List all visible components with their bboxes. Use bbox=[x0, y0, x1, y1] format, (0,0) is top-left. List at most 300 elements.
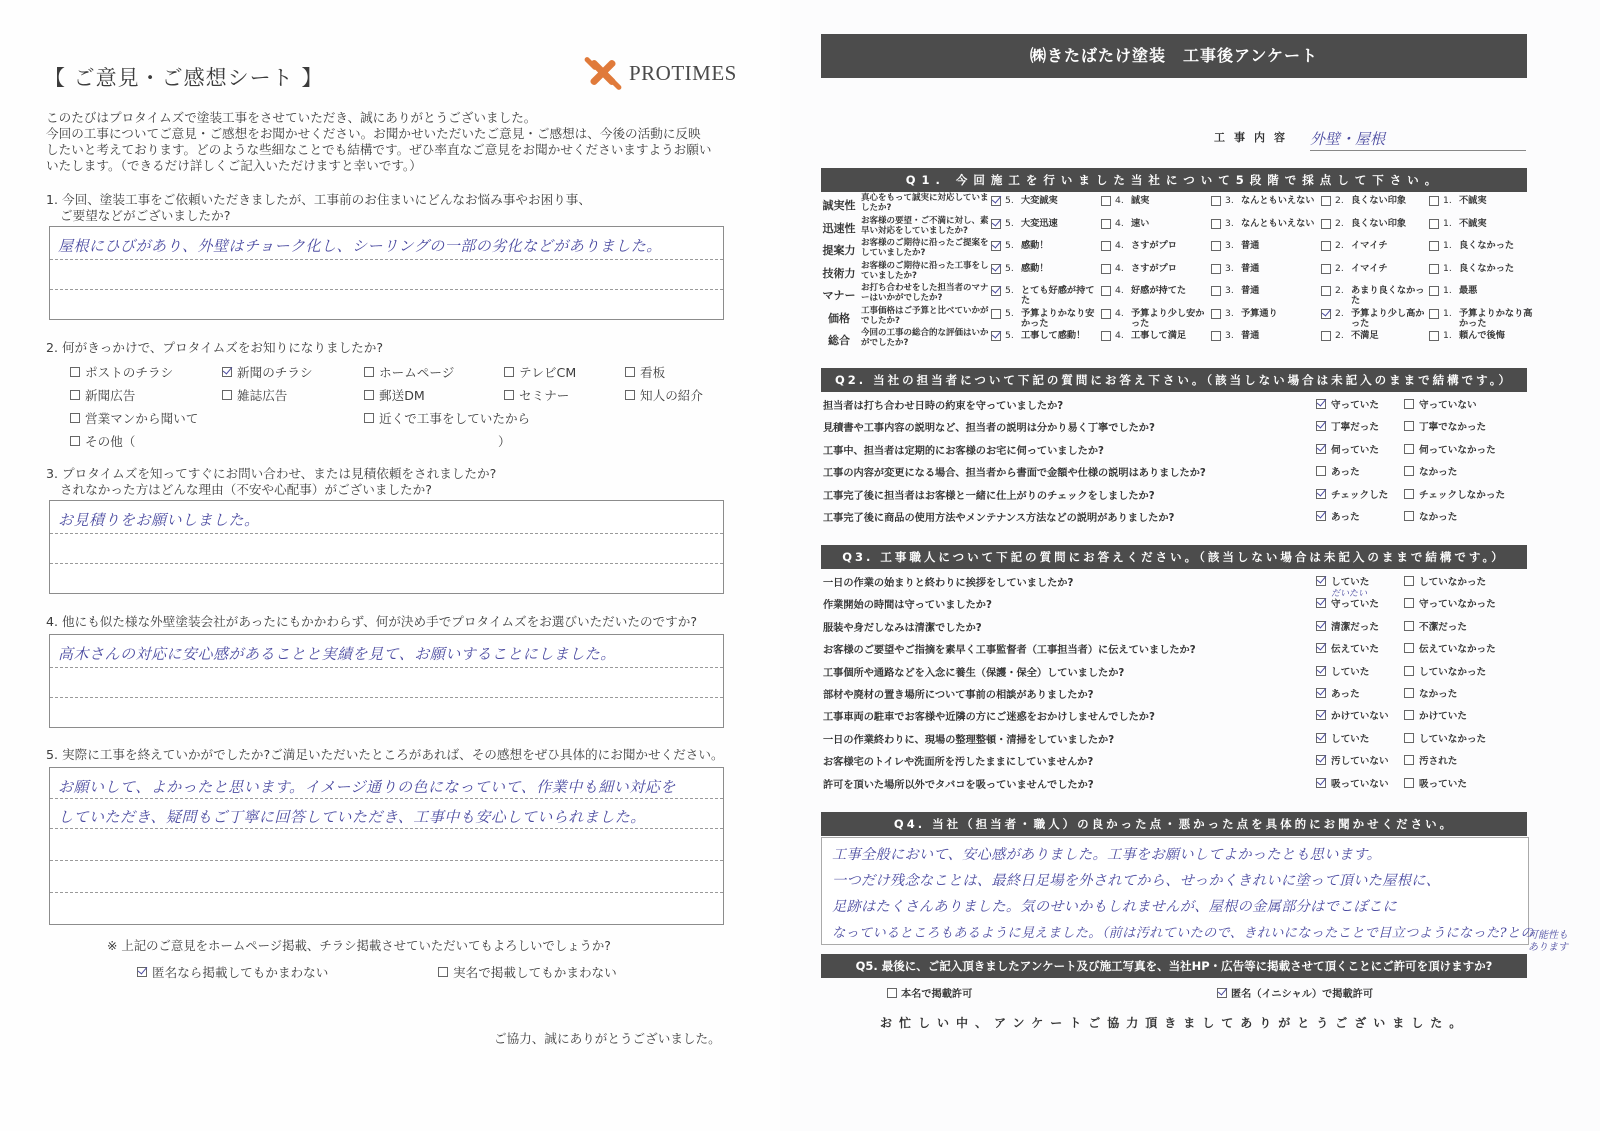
answer-label: 丁寧でなかった bbox=[1419, 422, 1487, 434]
option-number: 5. bbox=[1005, 307, 1014, 319]
checkbox[interactable] bbox=[1211, 219, 1221, 229]
checkbox[interactable] bbox=[364, 390, 374, 400]
option-label: 頼んで後悔 bbox=[1459, 330, 1505, 341]
q1-option-1[interactable] bbox=[1429, 196, 1535, 206]
checkbox[interactable] bbox=[504, 390, 514, 400]
checkbox-checked[interactable] bbox=[1217, 988, 1227, 998]
publish-permission-question: ※ 上記のご意見をホームページ掲載、チラシ掲載させていただいてもよろしいでしょうか? bbox=[107, 938, 611, 953]
q1-option-2[interactable] bbox=[1321, 219, 1427, 229]
answer-label: かけていた bbox=[1419, 711, 1467, 723]
checkbox-checked[interactable] bbox=[991, 331, 1001, 341]
q1-option-2[interactable] bbox=[1321, 286, 1427, 306]
checkbox[interactable] bbox=[1321, 331, 1331, 341]
question-5-answer-line-2: していただき、疑問もご丁寧に回答していただき、工事中も安心していられました。 bbox=[58, 808, 646, 826]
checkbox-checked[interactable] bbox=[137, 967, 147, 977]
survey-thank-you: お忙しい中、アンケートご協力頂きましてありがとうございました。 bbox=[880, 1016, 1469, 1030]
checkbox[interactable] bbox=[1321, 196, 1331, 206]
checkbox[interactable] bbox=[625, 390, 635, 400]
question-text: 部材や廃材の置き場所について事前の相談がありましたか? bbox=[823, 689, 1094, 701]
q1-option-4[interactable] bbox=[1101, 264, 1207, 274]
answer-label: 守っていた bbox=[1331, 400, 1379, 411]
checkbox-checked[interactable] bbox=[1316, 710, 1326, 720]
option-number: 2. bbox=[1335, 217, 1344, 229]
checkbox[interactable] bbox=[1404, 466, 1414, 476]
checkbox-checked[interactable] bbox=[1321, 309, 1331, 319]
q1-rating-table bbox=[821, 193, 1531, 351]
answer-label: していた bbox=[1331, 666, 1370, 678]
q1-option-3[interactable] bbox=[1211, 331, 1317, 341]
option-newspaper-flyer[interactable] bbox=[222, 362, 313, 381]
checkbox-checked[interactable] bbox=[1316, 666, 1326, 676]
q3-row bbox=[821, 749, 1541, 771]
q1-option-3[interactable] bbox=[1211, 309, 1317, 319]
q2-row bbox=[821, 505, 1541, 527]
q2-row bbox=[821, 438, 1541, 460]
option-label: 工事して満足 bbox=[1131, 330, 1187, 341]
option-label: 誠実 bbox=[1131, 195, 1150, 206]
q1-category: 総合 bbox=[828, 334, 850, 347]
q4-answer-line: 一つだけ残念なことは、最終日足場を外されてから、せっかくきれいに塗って頂いた屋根に、 bbox=[832, 873, 1441, 889]
answer-no[interactable] bbox=[1404, 509, 1457, 523]
option-label: 感動！ bbox=[1021, 262, 1049, 274]
ruled-line bbox=[50, 563, 723, 564]
checkbox[interactable] bbox=[1404, 399, 1414, 409]
checkbox[interactable] bbox=[1211, 196, 1221, 206]
option-tv-cm[interactable] bbox=[504, 362, 576, 381]
option-number: 1. bbox=[1443, 217, 1452, 229]
q1-option-2[interactable] bbox=[1321, 309, 1427, 329]
q1-option-5[interactable] bbox=[991, 286, 1097, 306]
option-magazine-ad[interactable] bbox=[222, 385, 287, 404]
question-text: 工事中、担当者は定期的にお客様のお宅に伺っていましたか? bbox=[823, 445, 1104, 457]
q1-option-2[interactable] bbox=[1321, 264, 1427, 274]
option-number: 1. bbox=[1443, 195, 1452, 206]
question-1-answer: 屋根にひびがあり、外壁はチョーク化し、シーリングの一部の劣化などがありました。 bbox=[58, 237, 662, 255]
option-number: 1. bbox=[1443, 307, 1452, 319]
q1-option-5[interactable] bbox=[991, 264, 1097, 274]
q1-option-4[interactable] bbox=[1101, 309, 1207, 329]
option-salesman[interactable] bbox=[70, 408, 198, 427]
checkbox-checked[interactable] bbox=[1316, 511, 1326, 521]
q1-option-5[interactable] bbox=[991, 331, 1097, 341]
answer-no[interactable] bbox=[1404, 596, 1496, 610]
option-number: 4. bbox=[1115, 217, 1124, 229]
option-label: 看板 bbox=[640, 365, 666, 380]
q5-header: Q5. 最後に、ご記入頂きましたアンケート及び施工写真を、当社HP・広告等に掲載させて頂くことにご許可を頂けますか? bbox=[821, 954, 1527, 978]
checkbox[interactable] bbox=[1101, 331, 1111, 341]
q1-option-4[interactable] bbox=[1101, 241, 1207, 251]
checkbox-checked[interactable] bbox=[1316, 643, 1326, 653]
option-label: あまり良くなかった bbox=[1351, 285, 1425, 306]
protimes-logo-icon bbox=[583, 55, 623, 91]
publish-anonymous-option[interactable] bbox=[137, 962, 328, 981]
answer-no[interactable] bbox=[1404, 442, 1496, 456]
option-signboard[interactable] bbox=[625, 362, 665, 381]
q1-option-4[interactable] bbox=[1101, 331, 1207, 341]
checkbox[interactable] bbox=[1321, 286, 1331, 296]
q5-realname-option[interactable] bbox=[887, 985, 972, 1000]
answer-yes[interactable] bbox=[1316, 686, 1360, 700]
q3-row bbox=[821, 772, 1541, 794]
answer-label: していなかった bbox=[1419, 666, 1487, 678]
option-nearby-work[interactable] bbox=[364, 408, 530, 427]
q2-row bbox=[821, 460, 1541, 482]
checkbox-checked[interactable] bbox=[991, 241, 1001, 251]
opinion-sheet-page bbox=[0, 0, 780, 1131]
option-label: 本名で掲載許可 bbox=[901, 989, 973, 1000]
checkbox[interactable] bbox=[1404, 755, 1414, 765]
checkbox[interactable] bbox=[1404, 621, 1414, 631]
checkbox[interactable] bbox=[1101, 219, 1111, 229]
checkbox-checked[interactable] bbox=[991, 286, 1001, 296]
intro-line: このたびはプロタイムズで塗装工事をさせていただき、誠にありがとうございました。 bbox=[46, 110, 537, 125]
option-number: 5. bbox=[1005, 195, 1014, 206]
intro-text bbox=[46, 110, 746, 174]
option-label: 大変誠実 bbox=[1021, 195, 1058, 206]
publish-realname-option[interactable] bbox=[438, 962, 617, 981]
q1-option-1[interactable] bbox=[1429, 309, 1535, 329]
q1-option-5[interactable] bbox=[991, 309, 1097, 329]
q1-option-5[interactable] bbox=[991, 241, 1097, 251]
q5-anonymous-option[interactable] bbox=[1217, 985, 1373, 1000]
option-number: 2. bbox=[1335, 307, 1344, 319]
answer-no[interactable] bbox=[1404, 397, 1477, 411]
option-number: 3. bbox=[1225, 262, 1234, 274]
q2-question-list bbox=[821, 393, 1541, 527]
option-other[interactable] bbox=[70, 431, 135, 450]
checkbox[interactable] bbox=[1404, 489, 1414, 499]
ruled-line bbox=[50, 533, 723, 534]
checkbox[interactable] bbox=[1429, 219, 1439, 229]
checkbox[interactable] bbox=[1211, 286, 1221, 296]
checkbox-checked[interactable] bbox=[1316, 688, 1326, 698]
answer-no[interactable] bbox=[1404, 664, 1486, 678]
option-number: 2. bbox=[1335, 195, 1344, 206]
option-label: 郵送DM bbox=[379, 388, 425, 403]
q1-option-2[interactable] bbox=[1321, 331, 1427, 341]
question-5-label: 5. 実際に工事を終えていかがでしたか?ご満足いただいたところがあれば、その感想をぜひ具体的にお聞かせください。 bbox=[46, 747, 724, 762]
answer-label: 汚された bbox=[1419, 756, 1458, 768]
answer-label: 守っていなかった bbox=[1419, 599, 1496, 611]
q1-option-3[interactable] bbox=[1211, 264, 1317, 274]
q1-option-5[interactable] bbox=[991, 219, 1097, 229]
answer-no[interactable] bbox=[1404, 641, 1496, 655]
checkbox-checked[interactable] bbox=[1316, 733, 1326, 743]
q4-answer-line: 足跡はたくさんありました。気のせいかもしれませんが、屋根の金属部分はでこぼこに bbox=[832, 899, 1398, 915]
q3-row bbox=[821, 570, 1541, 592]
checkbox[interactable] bbox=[1316, 466, 1326, 476]
checkbox-checked[interactable] bbox=[1316, 621, 1326, 631]
intro-line: 今回の工事についてご意見・ご感想をお聞かせください。お聞かせいただいたご意見・ご感想は、今後の活動に反映 bbox=[46, 126, 701, 141]
checkbox[interactable] bbox=[504, 367, 514, 377]
answer-yes[interactable] bbox=[1316, 419, 1379, 433]
q2-row bbox=[821, 483, 1541, 505]
q1-option-3[interactable] bbox=[1211, 241, 1317, 251]
checkbox[interactable] bbox=[1404, 733, 1414, 743]
q3-question-list bbox=[821, 570, 1541, 794]
option-label: 予算より少し安かった bbox=[1131, 307, 1205, 329]
q4-answer-line: 工事全般において、安心感がありました。工事をお願いしてよかったとも思います。 bbox=[832, 847, 1382, 863]
checkbox[interactable] bbox=[1404, 688, 1414, 698]
work-content-label: 工事内容 bbox=[1214, 131, 1294, 144]
checkbox[interactable] bbox=[887, 988, 897, 998]
option-seminar[interactable] bbox=[504, 385, 569, 404]
answer-yes[interactable] bbox=[1316, 731, 1369, 745]
work-content-value[interactable]: 外壁・屋根 bbox=[1310, 130, 1386, 148]
answer-label: 丁寧だった bbox=[1331, 422, 1379, 434]
ruled-line bbox=[50, 667, 723, 668]
answer-no[interactable] bbox=[1404, 731, 1486, 745]
q1-option-1[interactable] bbox=[1429, 241, 1535, 251]
answer-no[interactable] bbox=[1404, 464, 1457, 478]
thank-you-text: ご協力、誠にありがとうございました。 bbox=[494, 1031, 721, 1046]
answer-no[interactable] bbox=[1404, 419, 1486, 433]
question-1-label bbox=[46, 192, 591, 224]
option-label: 新聞広告 bbox=[85, 388, 136, 403]
q1-option-4[interactable] bbox=[1101, 219, 1207, 229]
checkbox[interactable] bbox=[1321, 241, 1331, 251]
answer-yes[interactable] bbox=[1316, 509, 1360, 523]
checkbox-checked[interactable] bbox=[1316, 489, 1326, 499]
q4-header: Q4. 当社（担当者・職人）の良かった点・悪かった点を具体的にお聞かせください。 bbox=[821, 812, 1527, 836]
answer-no[interactable] bbox=[1404, 776, 1467, 790]
checkbox[interactable] bbox=[1321, 264, 1331, 274]
checkbox[interactable] bbox=[1101, 286, 1111, 296]
q1-option-2[interactable] bbox=[1321, 196, 1427, 206]
q1-description: 工事価格はご予算と比べていかがでしたか? bbox=[861, 305, 989, 326]
option-label: その他（ bbox=[85, 434, 136, 449]
checkbox-checked[interactable] bbox=[991, 264, 1001, 274]
ruled-line bbox=[50, 289, 723, 290]
checkbox[interactable] bbox=[1404, 421, 1414, 431]
checkbox-checked[interactable] bbox=[991, 219, 1001, 229]
option-label: 不誠実 bbox=[1459, 195, 1487, 206]
option-number: 2. bbox=[1335, 285, 1344, 296]
answer-label: あった bbox=[1331, 688, 1360, 700]
checkbox[interactable] bbox=[70, 436, 80, 446]
question-5-answer-box[interactable] bbox=[49, 767, 724, 925]
q4-answer-box[interactable] bbox=[821, 837, 1534, 945]
checkbox[interactable] bbox=[1101, 264, 1111, 274]
checkbox[interactable] bbox=[1211, 241, 1221, 251]
answer-no[interactable] bbox=[1404, 487, 1505, 501]
ruled-line bbox=[50, 892, 723, 893]
q3-row bbox=[821, 660, 1541, 682]
checkbox-checked[interactable] bbox=[1316, 598, 1326, 608]
q1-description: お打ち合わせをした担当者のマナーはいかがでしたか? bbox=[861, 283, 989, 303]
checkbox[interactable] bbox=[70, 367, 80, 377]
option-number: 3. bbox=[1225, 330, 1234, 341]
q1-option-1[interactable] bbox=[1429, 286, 1535, 296]
answer-no[interactable] bbox=[1404, 574, 1486, 588]
q1-option-2[interactable] bbox=[1321, 241, 1427, 251]
option-label: とても好感が持てた bbox=[1021, 285, 1095, 306]
q1-category: マナー bbox=[822, 289, 856, 302]
q1-option-3[interactable] bbox=[1211, 219, 1317, 229]
checkbox[interactable] bbox=[1101, 196, 1111, 206]
option-label: 予算通り bbox=[1241, 307, 1278, 319]
checkbox-checked[interactable] bbox=[1316, 576, 1326, 586]
checkbox[interactable] bbox=[1211, 309, 1221, 319]
option-mail-dm[interactable] bbox=[364, 385, 425, 404]
option-label: 雑誌広告 bbox=[237, 388, 288, 403]
q1-row bbox=[821, 238, 1531, 261]
answer-no[interactable] bbox=[1404, 708, 1467, 722]
answer-yes[interactable] bbox=[1316, 487, 1388, 501]
answer-label: していなかった bbox=[1419, 577, 1487, 588]
checkbox[interactable] bbox=[70, 413, 80, 423]
q1-option-3[interactable] bbox=[1211, 196, 1317, 206]
answer-yes[interactable] bbox=[1316, 708, 1389, 722]
checkbox[interactable] bbox=[222, 390, 232, 400]
question-4-answer-box[interactable] bbox=[49, 634, 724, 728]
protimes-logo-text: PROTIMES bbox=[629, 60, 737, 85]
checkbox-checked[interactable] bbox=[222, 367, 232, 377]
checkbox-checked[interactable] bbox=[1316, 399, 1326, 409]
answer-yes[interactable] bbox=[1316, 664, 1369, 678]
option-number: 1. bbox=[1443, 240, 1452, 251]
checkbox[interactable] bbox=[70, 390, 80, 400]
q1-category: 迅速性 bbox=[822, 221, 856, 235]
checkbox-checked[interactable] bbox=[1316, 444, 1326, 454]
answer-yes[interactable] bbox=[1316, 442, 1379, 456]
option-number: 3. bbox=[1225, 240, 1234, 251]
question-line: 1. 今回、塗装工事をご依頼いただきましたが、工事前のお住まいにどんなお悩み事やお困り事、 bbox=[46, 192, 591, 207]
answer-label: なかった bbox=[1419, 511, 1458, 523]
answer-no[interactable] bbox=[1404, 753, 1457, 767]
option-label: セミナー bbox=[519, 388, 570, 403]
checkbox[interactable] bbox=[1321, 219, 1331, 229]
answer-label: していた bbox=[1331, 733, 1370, 745]
question-3-answer-box[interactable] bbox=[49, 500, 724, 594]
answer-yes[interactable] bbox=[1316, 753, 1389, 767]
question-3-answer: お見積りをお願いしました。 bbox=[58, 511, 260, 529]
answer-no[interactable] bbox=[1404, 686, 1457, 700]
option-number: 1. bbox=[1443, 285, 1452, 296]
question-text: 工事完了後に担当者はお客様と一緒に仕上がりのチェックをしましたか? bbox=[823, 490, 1155, 502]
question-text: 作業開始の時間は守っていましたか? bbox=[823, 600, 992, 612]
checkbox[interactable] bbox=[1211, 331, 1221, 341]
option-label: 工事して感動！ bbox=[1021, 330, 1086, 341]
answer-no[interactable] bbox=[1404, 619, 1467, 633]
q1-option-3[interactable] bbox=[1211, 286, 1317, 296]
answer-yes[interactable] bbox=[1316, 776, 1389, 790]
checkbox[interactable] bbox=[1429, 196, 1439, 206]
answer-label: 不潔だった bbox=[1419, 621, 1467, 633]
checkbox[interactable] bbox=[1429, 309, 1439, 319]
answer-label: 伺っていなかった bbox=[1419, 444, 1496, 456]
option-label: ホームページ bbox=[379, 365, 455, 380]
option-number: 3. bbox=[1225, 195, 1234, 206]
checkbox[interactable] bbox=[625, 367, 635, 377]
option-label: 良くない印象 bbox=[1351, 195, 1407, 206]
checkbox[interactable] bbox=[1404, 666, 1414, 676]
q1-option-1[interactable] bbox=[1429, 264, 1535, 274]
q2-row bbox=[821, 415, 1541, 437]
option-label: さすがプロ bbox=[1131, 240, 1177, 251]
checkbox[interactable] bbox=[1101, 309, 1111, 319]
option-number: 4. bbox=[1115, 262, 1124, 274]
option-number: 4. bbox=[1115, 240, 1124, 251]
option-label: 不誠実 bbox=[1459, 217, 1487, 229]
option-post-flyer[interactable] bbox=[70, 362, 173, 381]
checkbox[interactable] bbox=[1404, 778, 1414, 788]
answer-label: 伝えていた bbox=[1331, 644, 1379, 656]
checkbox[interactable] bbox=[1404, 444, 1414, 454]
ruled-line bbox=[50, 798, 723, 799]
checkbox-checked[interactable] bbox=[991, 196, 1001, 206]
option-label: イマイチ bbox=[1351, 262, 1388, 274]
checkbox[interactable] bbox=[1429, 241, 1439, 251]
answer-yes[interactable] bbox=[1316, 464, 1360, 478]
question-3-label bbox=[46, 466, 496, 498]
answer-label: あった bbox=[1331, 467, 1360, 479]
question-text: 工事の内容が変更になる場合、担当者から書面で金額や仕様の説明はありましたか? bbox=[823, 468, 1206, 480]
checkbox-checked[interactable] bbox=[1316, 421, 1326, 431]
option-number: 5. bbox=[1005, 240, 1014, 251]
checkbox[interactable] bbox=[1404, 511, 1414, 521]
checkbox[interactable] bbox=[364, 367, 374, 377]
q1-option-4[interactable] bbox=[1101, 196, 1207, 206]
checkbox[interactable] bbox=[438, 967, 448, 977]
q1-option-4[interactable] bbox=[1101, 286, 1207, 296]
answer-label: していた bbox=[1331, 577, 1370, 588]
checkbox[interactable] bbox=[1211, 264, 1221, 274]
q1-description: 今回の工事の総合的な評価はいかがでしたか? bbox=[861, 328, 989, 348]
checkbox[interactable] bbox=[1404, 576, 1414, 586]
question-text: 一日の作業の始まりと終わりに挨拶をしていましたか? bbox=[823, 578, 1074, 589]
question-1-answer-box[interactable] bbox=[49, 226, 724, 320]
answer-label: あった bbox=[1331, 511, 1360, 523]
answer-yes[interactable] bbox=[1316, 619, 1379, 633]
option-label: 新聞のチラシ bbox=[237, 365, 313, 380]
option-label: 良くない印象 bbox=[1351, 217, 1407, 229]
checkbox[interactable] bbox=[1101, 241, 1111, 251]
option-number: 2. bbox=[1335, 262, 1344, 274]
answer-label: チェックした bbox=[1331, 489, 1389, 501]
q2-row bbox=[821, 393, 1541, 415]
option-referral[interactable] bbox=[625, 385, 703, 404]
answer-yes[interactable] bbox=[1316, 641, 1379, 655]
checkbox[interactable] bbox=[1404, 710, 1414, 720]
option-label: さすがプロ bbox=[1131, 262, 1177, 274]
option-label: 好感が持てた bbox=[1131, 285, 1187, 296]
option-label: 予算より少し高かった bbox=[1351, 307, 1425, 329]
answer-label: 吸っていない bbox=[1331, 778, 1389, 790]
answer-yes[interactable] bbox=[1316, 397, 1379, 411]
checkbox-checked[interactable] bbox=[1316, 778, 1326, 788]
option-label: 予算よりかなり高かった bbox=[1459, 307, 1533, 329]
q1-option-5[interactable] bbox=[991, 196, 1097, 206]
option-newspaper-ad[interactable] bbox=[70, 385, 135, 404]
checkbox[interactable] bbox=[1429, 331, 1439, 341]
q1-header: Q1. 今回施工を行いました当社について5段階で採点して下さい。 bbox=[821, 168, 1527, 192]
checkbox-checked[interactable] bbox=[1316, 755, 1326, 765]
q1-option-1[interactable] bbox=[1429, 331, 1535, 341]
answer-label: かけていない bbox=[1331, 711, 1389, 723]
checkbox[interactable] bbox=[1404, 598, 1414, 608]
checkbox[interactable] bbox=[1429, 264, 1439, 274]
option-label: 良くなかった bbox=[1459, 262, 1515, 274]
option-label: なんともいえない bbox=[1241, 217, 1315, 229]
checkbox[interactable] bbox=[364, 413, 374, 423]
q1-option-1[interactable] bbox=[1429, 219, 1535, 229]
checkbox[interactable] bbox=[1429, 286, 1439, 296]
option-homepage[interactable] bbox=[364, 362, 454, 381]
checkbox[interactable] bbox=[1404, 643, 1414, 653]
checkbox[interactable] bbox=[991, 309, 1001, 319]
q1-row bbox=[821, 193, 1531, 216]
